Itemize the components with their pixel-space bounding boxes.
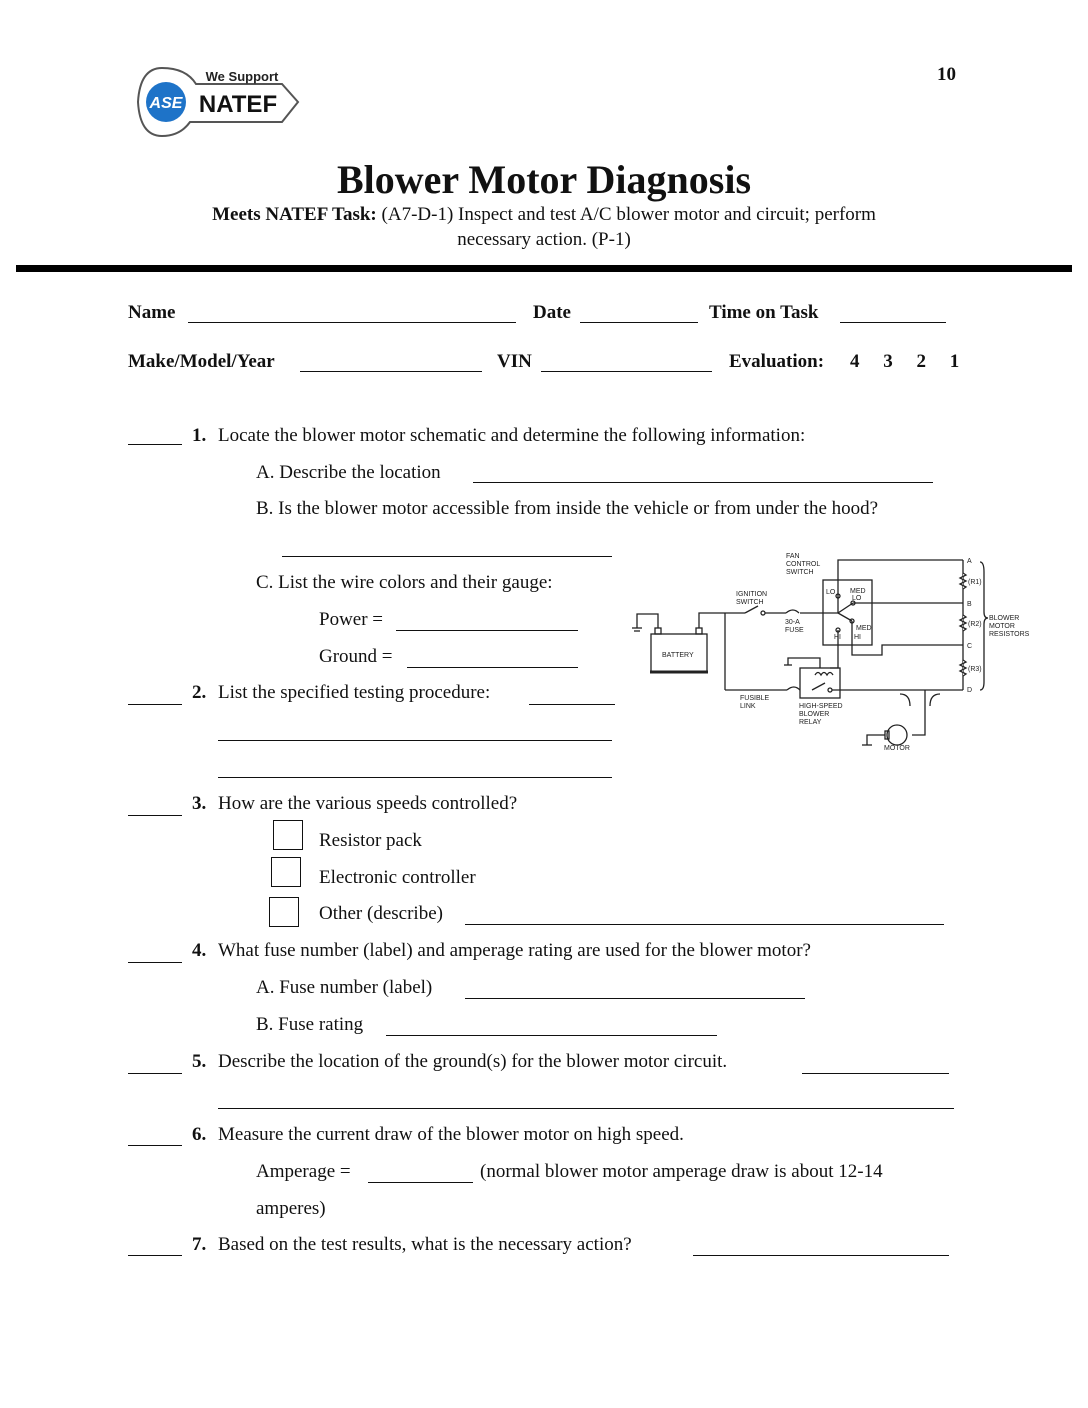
q7-text: Based on the test results, what is the necessary action? [218, 1234, 632, 1255]
name-field[interactable] [188, 322, 516, 323]
ase-seal: ASE [149, 95, 183, 112]
q2-field-1[interactable] [529, 704, 615, 705]
time-field[interactable] [840, 322, 946, 323]
diagram-fusible-label: FUSIBLE [740, 695, 770, 702]
diagram-ignition-label-2: SWITCH [736, 599, 764, 606]
diagram-fuse-label: 30-A [785, 619, 800, 626]
score-2[interactable]: 2 [916, 351, 926, 372]
q6-number: 6. [192, 1124, 207, 1145]
diagram-relay-label-3: RELAY [799, 719, 822, 726]
q1b-field[interactable] [282, 556, 612, 557]
amperage-label: Amperage = [256, 1161, 351, 1182]
diagram-fan-label: FAN [786, 553, 800, 560]
header-divider [16, 265, 1072, 272]
q1-number: 1. [192, 425, 207, 446]
diagram-r1: (R1) [968, 579, 982, 586]
score-3[interactable]: 3 [883, 351, 893, 372]
diagram-fuse-label-2: FUSE [785, 627, 804, 634]
other-field[interactable] [465, 924, 944, 925]
ground-field[interactable] [407, 667, 578, 668]
diagram-point-d: D [967, 687, 973, 694]
q6-check[interactable] [128, 1145, 182, 1146]
diagram-point-c: C [967, 643, 973, 650]
q3-text: How are the various speeds controlled? [218, 793, 518, 814]
diagram-relay-label-2: BLOWER [799, 711, 830, 718]
q5-number: 5. [192, 1051, 207, 1072]
q5-text: Describe the location of the ground(s) for the blower motor circuit. [218, 1051, 728, 1072]
q3-number: 3. [192, 793, 207, 814]
amperage-note: (normal blower motor amperage draw is about 12-14 [480, 1161, 883, 1182]
diagram-lo-label: LO [826, 589, 836, 596]
diagram-medlo-label-2: LO [852, 595, 862, 602]
resistor-pack-checkbox[interactable] [273, 820, 303, 850]
natef-logo [132, 62, 304, 146]
diagram-fan-label-2: CONTROL [786, 561, 821, 568]
page-title: Blower Motor Diagnosis [336, 157, 752, 202]
q1-text: Locate the blower motor schematic and determine the following information: [218, 425, 806, 446]
diagram-relay-label: HIGH-SPEED [799, 703, 843, 710]
q2-text: List the specified testing procedure: [218, 682, 491, 703]
amperage-note-2: amperes) [256, 1198, 326, 1219]
date-label: Date [533, 302, 571, 323]
q5-field-2[interactable] [218, 1108, 954, 1109]
diagram-battery-label: BATTERY [662, 652, 694, 659]
electronic-controller-checkbox[interactable] [271, 857, 301, 887]
fuse-number-field[interactable] [465, 998, 805, 999]
diagram-r3: (R3) [968, 666, 982, 673]
diagram-point-a: A [967, 558, 972, 565]
q2-number: 2. [192, 682, 207, 703]
q1b-text: B. Is the blower motor accessible from inside the vehicle or from under the hood? [256, 498, 879, 519]
diagram-fan-label-3: SWITCH [786, 569, 814, 576]
q4-check[interactable] [128, 962, 182, 963]
q1a-field[interactable] [473, 482, 933, 483]
amperage-field[interactable] [368, 1182, 473, 1183]
evaluation-scores [850, 351, 959, 373]
diagram-motor-label: MOTOR [884, 745, 910, 752]
task-label: Meets NATEF Task: [212, 204, 377, 225]
q5-field-1[interactable] [802, 1073, 949, 1074]
ground-label: Ground = [319, 646, 393, 667]
q1-check[interactable] [128, 444, 182, 445]
q2-check[interactable] [128, 704, 182, 705]
fuse-rating-field[interactable] [386, 1035, 717, 1036]
q4-text: What fuse number (label) and amperage rating are used for the blower motor? [218, 940, 811, 961]
diagram-resistors-label-3: RESISTORS [989, 631, 1030, 638]
diagram-resistors-label: BLOWER [989, 615, 1020, 622]
q3-check[interactable] [128, 815, 182, 816]
q7-field[interactable] [693, 1255, 949, 1256]
diagram-r2: (R2) [968, 621, 982, 628]
make-field[interactable] [300, 371, 482, 372]
diagram-point-b: B [967, 601, 972, 608]
diagram-medhi-label-2: HI [854, 634, 861, 641]
vin-field[interactable] [541, 371, 712, 372]
q4b-text: B. Fuse rating [256, 1014, 364, 1035]
q5-check[interactable] [128, 1073, 182, 1074]
task-line [0, 204, 1088, 226]
evaluation-label: Evaluation: [729, 351, 825, 372]
q7-check[interactable] [128, 1255, 182, 1256]
q2-field-2[interactable] [218, 740, 612, 741]
q4-number: 4. [192, 940, 207, 961]
other-checkbox[interactable] [269, 897, 299, 927]
q1a-text: A. Describe the location [256, 462, 441, 483]
q7-number: 7. [192, 1234, 207, 1255]
power-field[interactable] [396, 630, 578, 631]
time-label: Time on Task [709, 302, 819, 323]
page-number: 10 [937, 64, 956, 85]
score-4[interactable]: 4 [850, 351, 860, 372]
name-label: Name [128, 302, 176, 323]
task-text-2: necessary action. (P-1) [457, 229, 631, 250]
make-label: Make/Model/Year [128, 351, 275, 372]
q2-field-3[interactable] [218, 777, 612, 778]
option-other: Other (describe) [319, 903, 443, 924]
diagram-ignition-label: IGNITION [736, 591, 768, 598]
task-text: (A7-D-1) Inspect and test A/C blower motor and circuit; perform [381, 204, 876, 225]
option-resistor-pack: Resistor pack [319, 830, 422, 851]
diagram-medhi-label: MED [856, 625, 872, 632]
q4a-text: A. Fuse number (label) [256, 977, 433, 998]
diagram-fusible-label-2: LINK [740, 703, 756, 710]
score-1[interactable]: 1 [949, 351, 960, 372]
logo-we-support: We Support [205, 69, 279, 84]
q6-text: Measure the current draw of the blower motor on high speed. [218, 1124, 684, 1145]
diagram-hi-label: HI [834, 634, 841, 641]
logo-natef: NATEF [198, 91, 278, 118]
diagram-resistors-label-2: MOTOR [989, 623, 1015, 630]
option-electronic-controller: Electronic controller [319, 867, 476, 888]
blower-circuit-diagram [620, 545, 1040, 760]
power-label: Power = [319, 609, 384, 630]
date-field[interactable] [580, 322, 698, 323]
vin-label: VIN [497, 351, 532, 372]
diagram-medlo-label: MED [850, 588, 866, 595]
q1c-text: C. List the wire colors and their gauge: [256, 572, 553, 593]
